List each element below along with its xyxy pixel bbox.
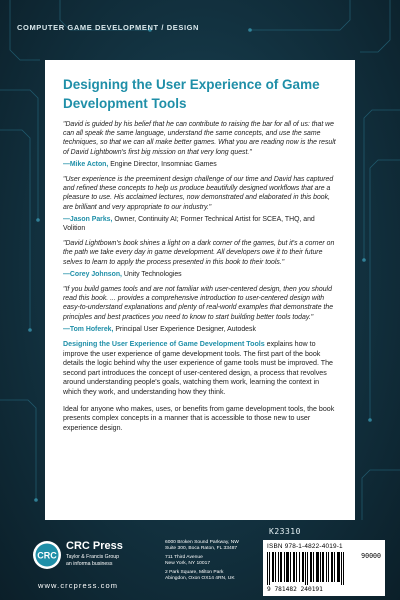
endorser-name: —Mike Acton, — [63, 160, 109, 168]
logo-text: CRC — [37, 550, 57, 561]
barcode-digits: 9 781482 240191 — [267, 586, 323, 593]
series-label: COMPUTER GAME DEVELOPMENT / DESIGN — [17, 23, 200, 32]
endorsement — [63, 120, 337, 169]
endorsement — [63, 175, 337, 233]
address-florida — [165, 540, 255, 552]
address-uk — [165, 570, 255, 582]
endorser-name: —Tom Hoferek, — [63, 325, 114, 333]
publisher-group: Taylor & Francis Group — [66, 554, 120, 560]
endorser-role: Unity Technologies — [121, 270, 182, 278]
description-text: explains how to improve the user experience of game development tools. The first part of the book details the logic behind why the user experience of game tools must be improved. The second part introduces the concept of user-centered design, a process that revolves around understanding people's goals, watching them work, learning the context in which they work, and understanding how they think. — [63, 340, 333, 397]
endorser-role: Owner, Continuity AI; Former Technical Artist for SCEA, THQ, and Volition — [63, 215, 315, 233]
endorsement-attribution — [63, 215, 337, 233]
address-line: New York, NY 10017 — [165, 561, 211, 566]
isbn-barcode — [263, 540, 385, 596]
address-line: 2 Park Square, Milton Park — [165, 570, 224, 575]
book-title-line-1: Designing the User Experience of Game — [63, 77, 320, 92]
endorsement — [63, 285, 337, 334]
isbn-number: ISBN 978-1-4822-4019-1 — [267, 543, 343, 550]
address-line: Abingdon, Oxon OX14 4RN, UK — [165, 576, 235, 581]
endorser-name: —Corey Johnson, — [63, 270, 122, 278]
address-new-york — [165, 555, 255, 567]
back-cover-panel — [45, 60, 355, 520]
address-line: 6000 Broken Sound Parkway, NW — [165, 540, 239, 545]
endorsement — [63, 239, 337, 279]
barcode-addon: 90000 — [361, 552, 381, 560]
endorser-role: Engine Director, Insomniac Games — [108, 160, 217, 168]
endorser-role: Principal User Experience Designer, Autodesk — [113, 325, 256, 333]
address-line: 711 Third Avenue — [165, 555, 203, 560]
crc-logo-icon — [32, 540, 62, 570]
publisher-website: www.crcpress.com — [38, 581, 119, 590]
endorsement-quote: "David Lightbown's book shines a light on a dark corner of the games, but it's a corner on the path we take every day in game development. All developers owe it to their future selves to learn to apply the process presented in this book to their tools." — [63, 240, 335, 266]
endorsement-quote: "If you build games tools and are not familiar with user-centered design, then you should read this book. ... provides a comprehensive introduction to user-centered design with easy-to-understand explanations and plenty of real-world examples that demonstrate the principles and best practices you need to know to start building better tools today." — [63, 286, 334, 321]
endorser-name: —Jason Parks, — [63, 215, 113, 223]
endorsement-quote: "David is guided by his belief that he can contribute to raising the bar for all of us: that we can all speak the same language, understand the same concepts, and use the same techniques, so that we can all make better games. What you are reading now is the result of David Lightbown's first big mission on that very long quest." — [63, 121, 336, 156]
publisher-tagline: an informa business — [66, 561, 113, 567]
endorsement-attribution — [63, 325, 337, 334]
description-paragraph-1 — [63, 340, 337, 398]
description-paragraph-2: Ideal for anyone who makes, uses, or benefits from game development tools, the book presents complex concepts in a manner that is accessible to those new to user experience design. — [63, 404, 335, 432]
endorsement-attribution — [63, 270, 337, 279]
barcode-bars — [267, 552, 347, 585]
product-code: K23310 — [269, 527, 301, 536]
book-title — [63, 75, 337, 113]
description-book-title: Designing the User Experience of Game Development Tools — [63, 340, 265, 349]
endorsement-attribution — [63, 160, 337, 169]
endorsement-quote: "User experience is the preeminent design challenge of our time and David has captured and refined these concepts to help us produce beautifully designed workflows that are a pleasure to use. His acclaimed lectures, now demonstrated and elaborated in this book, are brilliant and very appropriate to our industry." — [63, 176, 334, 211]
address-line: Suite 300, Boca Raton, FL 33487 — [165, 546, 238, 551]
publisher-name: CRC Press — [66, 540, 123, 552]
book-title-line-2: Development Tools — [63, 96, 187, 111]
